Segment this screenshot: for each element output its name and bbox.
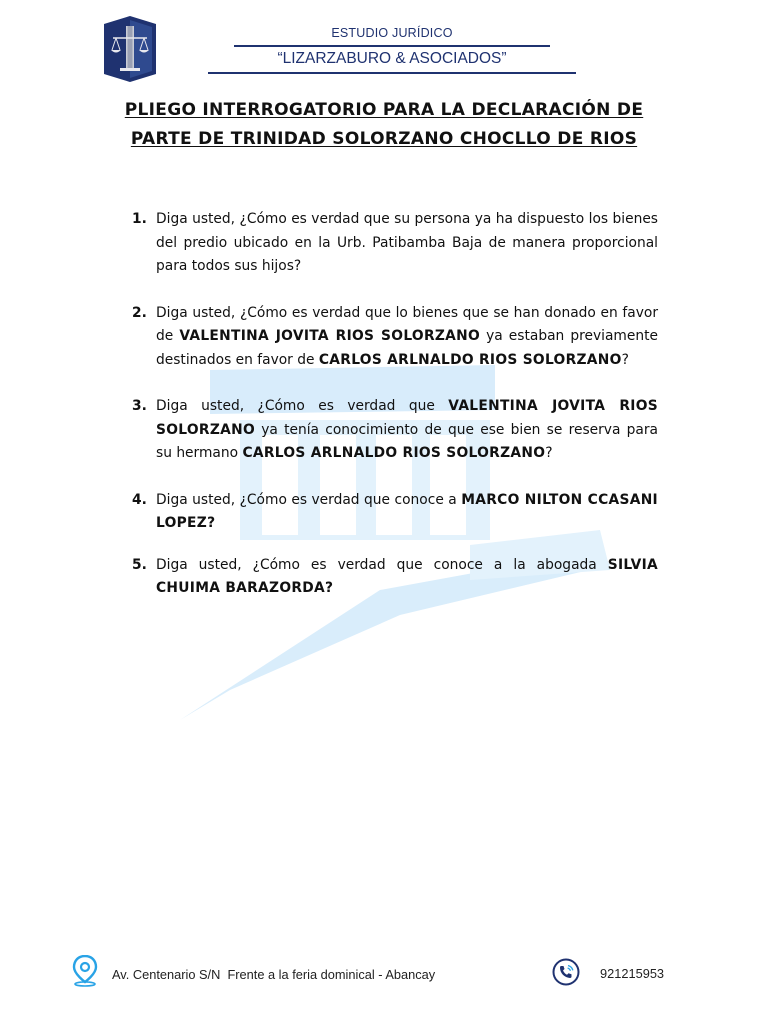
question-item xyxy=(124,208,658,279)
title-line-1: PLIEGO INTERROGATORIO PARA LA DECLARACIÓN DE xyxy=(124,100,644,120)
page-footer xyxy=(0,952,768,992)
header-rule xyxy=(208,72,576,74)
question-item xyxy=(124,395,658,466)
question-bold-name: CARLOS ARLNALDO RIOS SOLORZANO xyxy=(318,351,622,368)
question-text: ? xyxy=(621,351,629,368)
question-bold-name: VALENTINA JOVITA RIOS SOLORZANO xyxy=(156,398,658,438)
footer-phone: 921215953 xyxy=(600,966,665,981)
question-number: 5. xyxy=(132,556,147,573)
question-number: 1. xyxy=(132,211,147,227)
question-item xyxy=(124,554,658,601)
question-item xyxy=(124,489,658,536)
question-text: ya tenía conocimiento de que ese bien se reserva para su hermano xyxy=(156,421,658,461)
question-bold-name: SILVIA CHUIMA BARAZORDA? xyxy=(156,556,658,596)
question-number: 2. xyxy=(132,304,147,321)
header-rule xyxy=(234,45,550,47)
question-text: Diga usted, ¿Cómo es verdad que conoce a xyxy=(156,491,462,508)
question-number: 4. xyxy=(132,491,147,508)
question-text: Diga usted, ¿Cómo es verdad que su persona ya ha dispuesto los bienes del predio ubicado en la Urb. Patibamba Baja de manera proporcional para todos sus hijos? xyxy=(156,211,658,274)
location-pin-icon xyxy=(72,955,98,987)
phone-icon xyxy=(552,958,580,986)
question-list xyxy=(124,208,658,601)
question-text: Diga usted, ¿Cómo es verdad que xyxy=(156,398,449,414)
title-line-2: PARTE DE TRINIDAD SOLORZANO CHOCLLO DE RIOS xyxy=(130,129,638,149)
question-item xyxy=(124,302,658,373)
document-title xyxy=(90,96,678,154)
question-text: Diga usted, ¿Cómo es verdad que lo bienes que se han donado en favor de xyxy=(156,304,658,344)
question-bold-name: MARCO NILTON CCASANI LOPEZ? xyxy=(156,491,658,531)
firm-name: “LIZARZABURO & ASOCIADOS” xyxy=(277,50,507,67)
footer-address: Av. Centenario S/N Frente a la feria dominical - Abancay xyxy=(112,967,436,982)
question-text: ? xyxy=(545,445,553,461)
question-text: Diga usted, ¿Cómo es verdad que conoce a la abogada xyxy=(156,556,608,573)
question-bold-name: CARLOS ARLNALDO RIOS SOLORZANO xyxy=(242,445,546,461)
question-number: 3. xyxy=(132,398,147,414)
question-text: ya estaban previamente destinados en favor de xyxy=(156,328,658,368)
firm-type: ESTUDIO JURÍDICO xyxy=(331,26,453,40)
question-bold-name: VALENTINA JOVITA RIOS SOLORZANO xyxy=(179,328,481,344)
firm-logo xyxy=(104,16,156,82)
